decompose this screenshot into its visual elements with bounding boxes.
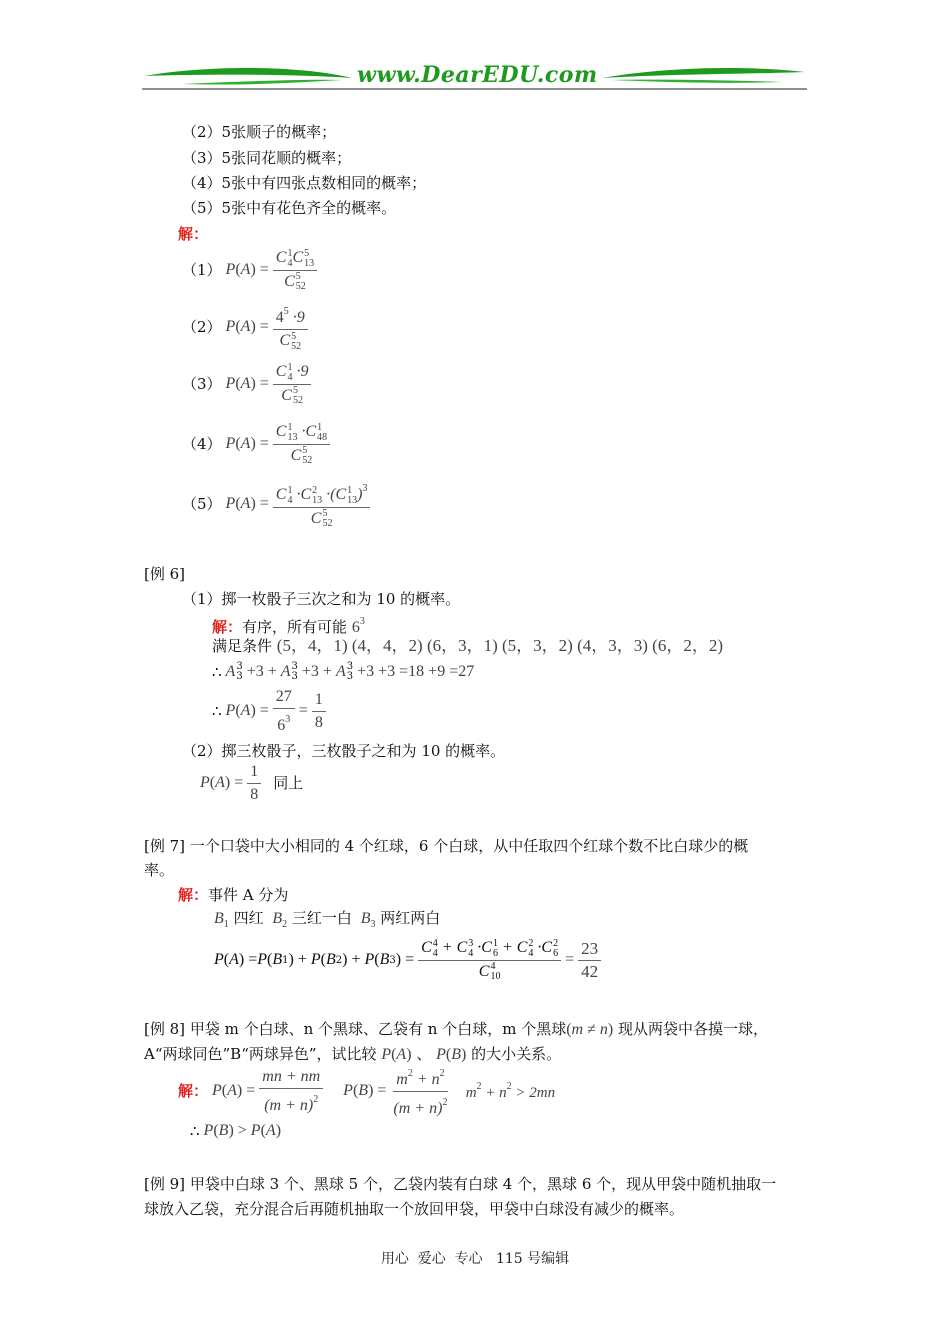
fraction: C 1 13 ·C 1 48 C 5 52 <box>273 422 330 466</box>
question-4: （4）5张中有四张点数相同的概率； <box>182 174 427 192</box>
example-8-tag: [例 8] <box>144 1020 186 1038</box>
site-logo-text: www.DearEDU.com <box>357 62 598 88</box>
question-2: （2）5张顺子的概率； <box>182 123 337 141</box>
answer-1-label: （1） <box>182 261 222 279</box>
formula-pa: P <box>221 318 236 335</box>
ordered-text: 有序，所有可能 <box>242 618 348 636</box>
fraction: $\frac{23}{42}$ <box>578 939 601 982</box>
case-b2: 三红一白 <box>291 909 352 927</box>
case-b1: 四红 <box>233 909 264 927</box>
same-as-above: 同上 <box>273 774 304 792</box>
example-7-text: 一个口袋中大小相同的 4 个红球，6 个白球，从中任取四个红球个数不比白球少的概 <box>189 837 749 855</box>
example-7-line1 <box>144 836 748 856</box>
case-b3: 两红两白 <box>380 909 441 927</box>
event-text: 事件 A 分为 <box>208 886 289 904</box>
example-8-solution: 解： P ( A ) = $\frac{mn + nm}{(m + n)^2}$ P ( B ) = $\frac{m^2 + n^2}{(m + n)^2}$ $m^2 + n^2 > 2mn$ <box>178 1066 555 1116</box>
formula-pa: P <box>221 261 236 278</box>
solution-label: 解： <box>178 1082 209 1100</box>
answer-4-label: （4） <box>182 435 222 453</box>
example-7-tag: [例 7] <box>144 837 186 855</box>
answer-2: （2） P ( A ) = $4^5 \cdot 9$ C 5 52 <box>182 302 312 352</box>
fraction: $\frac{27}{6^3}$ <box>273 687 295 736</box>
page-footer: 用心 爱心 专心 115 号编辑 <box>380 1251 570 1267</box>
answer-3-label: （3） <box>182 375 222 393</box>
example-9-line1 <box>144 1174 776 1194</box>
example-8-text-2a: A“两球同色”B“两球异色”，试比较 <box>144 1045 377 1063</box>
fraction: $\frac{mn + nm}{(m + n)^2}$ <box>259 1067 323 1116</box>
example-8-conclusion: ∴ P ( B ) > P ( A ) <box>190 1122 282 1140</box>
cond-list: (5，4，1) (4，4，2) (6，3，1) (5，3，2) (4，3，3) (6，2，2) <box>276 636 723 655</box>
therefore-symbol: ∴ <box>212 663 222 681</box>
example-7-cases: $B_1$ 四红 $B_2$ 三红一白 $B_3$ 两红两白 <box>214 909 441 930</box>
therefore-symbol: ∴ <box>212 702 222 720</box>
example-9-line2: 球放入乙袋，充分混合后再随机抽取一个放回甲袋，甲袋中白球没有减少的概率。 <box>144 1200 685 1218</box>
therefore-symbol: ∴ <box>190 1122 200 1140</box>
cond-label: 满足条件 <box>212 637 273 655</box>
example-8-text-a: 甲袋 m 个白球、n 个黑球、乙袋有 n 个白球，m 个黑球 <box>189 1020 567 1038</box>
answer-5: （5） P ( A ) = C 1 4 ·C 2 13 ·(C 1 13 )$^3$ C 5 52 <box>182 477 374 531</box>
fraction: $\frac{1}{8}$ <box>312 690 326 733</box>
answer-1: （1） P ( A ) = C 1 4 C 5 13 C 5 52 <box>182 244 321 296</box>
example-7-solution <box>178 885 288 905</box>
fraction: $4^5 \cdot 9$ C 5 52 <box>273 302 308 351</box>
solution-label: 解： <box>178 886 209 904</box>
header-banner <box>142 60 807 92</box>
fraction: $\frac{m^2 + n^2}{(m + n)^2}$ <box>390 1064 450 1119</box>
example-6-count: ∴ A 3 3 +3 + A 3 3 +3 + A 3 3 +3 +3 =18 +9 =27 <box>212 661 475 682</box>
question-5: （5）5张中有花色齐全的概率。 <box>182 199 397 217</box>
example-8-line2: A“两球同色”B“两球异色”，试比较 P(A) 、 P(B) 的大小关系。 <box>144 1045 562 1063</box>
fraction: C 1 4 C 5 13 C 5 52 <box>273 248 317 292</box>
example-6-conditions <box>212 636 723 656</box>
m-neq-n: (m ≠ n) <box>566 1021 614 1038</box>
six-cubed: $6^3$ <box>351 616 365 636</box>
fraction: C 1 4 ·9 C 5 52 <box>273 362 312 406</box>
fraction: C 4 4 + C 3 4 ·C 1 6 + C 2 4 ·C 2 6 C 4 10 <box>418 938 561 982</box>
example-7-formula: P ( A ) = P ( B 1 ) + P ( B 2 ) + P ( B 3 ) = C 4 4 + C 3 4 ·C 1 6 + C 2 4 ·C 2 6 C 4 10 = $\frac{23}{42}$ <box>214 932 605 988</box>
example-8-text-b: 现从两袋中各摸一球， <box>617 1020 768 1038</box>
answer-5-label: （5） <box>182 495 222 513</box>
example-7-line2: 率。 <box>144 861 175 879</box>
example-6-q1: （1）掷一枚骰子三次之和为 10 的概率。 <box>182 590 461 608</box>
example-6-q2-answer: P ( A ) = $\frac{1}{8}$ 同上 <box>200 762 304 803</box>
formula-pa: P <box>221 495 236 512</box>
answer-4: （4） P ( A ) = C 1 13 ·C 1 48 C 5 52 <box>182 418 334 470</box>
formula-pa: P <box>221 375 236 392</box>
example-9-tag: [例 9] <box>144 1175 186 1193</box>
question-3: （3）5张同花顺的概率； <box>182 149 352 167</box>
solution-label: 解： <box>178 225 209 243</box>
answer-2-label: （2） <box>182 318 222 336</box>
example-9-text: 甲袋中白球 3 个、黑球 5 个，乙袋内装有白球 4 个，黑球 6 个，现从甲袋中随机抽取一 <box>189 1175 777 1193</box>
example-8-line1 <box>144 1019 768 1040</box>
example-6-tag: [例 6] <box>144 565 186 583</box>
formula-pa: P <box>221 435 236 452</box>
example-6-solution-line <box>212 612 365 638</box>
fraction: $\frac{1}{8}$ <box>247 762 261 805</box>
example-6-q2: （2）掷三枚骰子，三枚骰子之和为 10 的概率。 <box>182 742 506 760</box>
solution-label: 解： <box>212 618 243 636</box>
example-6-result: ∴ P ( A ) = $\frac{27}{6^3}$ = $\frac{1}{8}$ <box>212 688 330 734</box>
fraction: C 1 4 ·C 2 13 ·(C 1 13 )$^3$ C 5 52 <box>273 479 371 529</box>
answer-3: （3） P ( A ) = C 1 4 ·9 C 5 52 <box>182 359 315 409</box>
